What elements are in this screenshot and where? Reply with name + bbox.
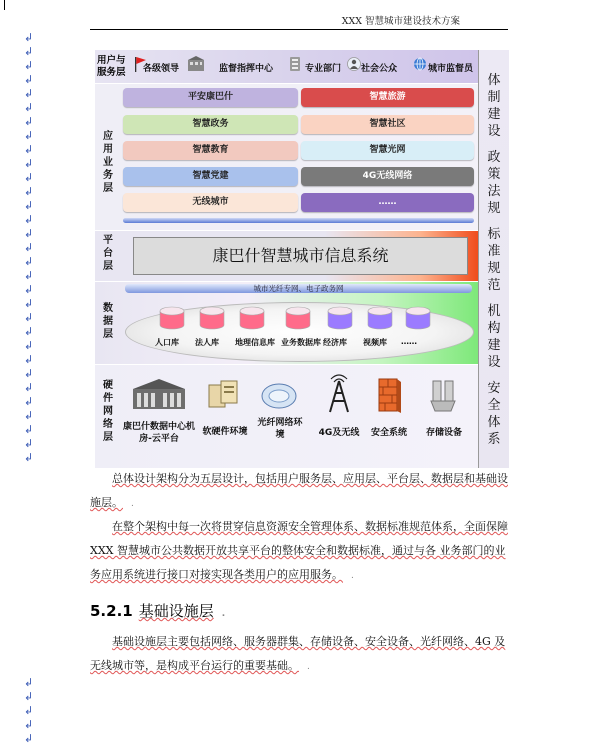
- paragraph-mark: ↲: [24, 676, 34, 689]
- hardware-layer-label: [95, 379, 121, 444]
- paragraph-mark: ↲: [24, 269, 34, 282]
- user-item: 城市监督员: [428, 64, 474, 74]
- paragraph-mark: ↲: [24, 171, 34, 184]
- people-icon: [347, 56, 361, 72]
- paragraph-mark: ↲: [24, 199, 34, 212]
- paragraph-mark: ↲: [24, 87, 34, 100]
- hardware-layer-label-text: 硬件网络层: [103, 380, 113, 443]
- paragraph-mark: ↲: [24, 45, 34, 58]
- database-label: 人口库: [155, 338, 179, 347]
- side-item-text: 体制建设: [487, 73, 501, 139]
- paragraph-mark: ↲: [24, 732, 34, 745]
- platform-layer-label-text: 平台层: [103, 235, 113, 272]
- app-button-right: 智慧光网: [301, 141, 474, 160]
- app-rail: [123, 218, 474, 223]
- paragraph-mark: ↲: [24, 241, 34, 254]
- app-button-right: 智慧旅游: [301, 88, 474, 107]
- building-icon: [187, 56, 205, 72]
- paragraph-mark: ↲: [24, 409, 34, 422]
- hw-label: 光纤网络环境: [257, 418, 303, 440]
- hw-label: 软硬件环境: [202, 427, 248, 437]
- paragraph-mark: ↲: [24, 395, 34, 408]
- app-button-left: 无线城市: [123, 193, 298, 212]
- paragraph-mark: ↲: [24, 31, 34, 44]
- paragraph-mark: ↲: [24, 437, 34, 450]
- page-header: [90, 12, 508, 30]
- paragraph-mark: ↲: [24, 297, 34, 310]
- paragraph-mark: ↲: [24, 115, 34, 128]
- database-icon: [367, 306, 393, 330]
- side-item-text: 标准规范: [487, 227, 501, 293]
- storage-icon: [429, 377, 457, 413]
- paragraph-mark: ↲: [24, 423, 34, 436]
- header-title: XXX 智慧城市建设技术方案: [341, 16, 460, 27]
- database-icon: [285, 306, 311, 330]
- side-item: [479, 149, 509, 217]
- side-item: [479, 72, 509, 140]
- database-label: 法人库: [195, 338, 219, 347]
- tower-icon: [324, 373, 354, 413]
- app-layer-label: [95, 130, 121, 195]
- fiber-network-icon: [260, 381, 298, 411]
- side-item: [479, 303, 509, 371]
- app-button-left: 平安康巴什: [123, 88, 298, 107]
- app-button-right: ……: [301, 193, 474, 212]
- database-label: 视频库: [363, 338, 387, 347]
- side-item-text: 机构建设: [487, 304, 501, 370]
- side-item: [479, 226, 509, 294]
- database-icon: [159, 306, 185, 330]
- section-title: 基础设施层: [138, 602, 214, 620]
- section-number: 5.2.1: [90, 602, 133, 620]
- paragraph-mark: ↲: [24, 185, 34, 198]
- platform-title: 康巴什智慧城市信息系统: [133, 237, 468, 275]
- paragraph-mark: ↲: [24, 339, 34, 352]
- app-button-right: 4G无线网络: [301, 167, 474, 186]
- data-layer-label: [95, 302, 121, 341]
- side-item-text: 政策法规: [487, 150, 501, 216]
- hardware-layer: [95, 365, 478, 468]
- platform-layer-label: [95, 234, 121, 273]
- paragraph-mark: ↲: [24, 129, 34, 142]
- hw-label: 4G及无线: [318, 428, 360, 438]
- paragraph-2: 在整个架构中每一次将贯穿信息资源安全管理体系、数据标准规范体系，全面保障 XXX 智慧城市公共数据开放共享平台的整体安全和数据标准，通过与各 业务部门的业务应用系统进行接口对接实现各类用户的应用服务。 .: [90, 520, 508, 581]
- network-bar: 城市光纤专网、电子政务网: [125, 284, 472, 293]
- paragraph-3: 基础设施层主要包括网络、服务器群集、存储设备、安全设备、光纤网络、4G 及无线城市等，是构成平台运行的重要基础。 .: [90, 635, 506, 672]
- paragraph-2-text: 在整个架构中每一次将贯穿信息资源安全管理体系、数据标准规范体系，全面保障 XXX 智慧城市公共数据开放共享平台的整体安全和数据标准，通过与各 业务部门的业务应用系统进行接口对接实现各类用户的应用服务。: [90, 520, 508, 581]
- application-layer: [95, 84, 478, 230]
- datacenter-icon: [131, 377, 187, 411]
- paragraph-mark: ↲: [24, 367, 34, 380]
- user-item: 各级领导: [143, 64, 180, 74]
- paragraph-mark: ↲: [24, 255, 34, 268]
- database-label: 地理信息库: [235, 338, 275, 347]
- paragraph-mark: ↲: [24, 381, 34, 394]
- user-layer-label: 用户与服务层: [97, 55, 126, 78]
- data-layer: [95, 282, 478, 364]
- platform-layer: [95, 231, 478, 281]
- database-label: 业务数据库: [281, 338, 321, 347]
- database-icon: [199, 306, 225, 330]
- hw-label: 康巴什数据中心机房-云平台: [123, 422, 196, 444]
- hardware-boxes-icon: [205, 377, 241, 411]
- firewall-icon: [377, 377, 403, 413]
- paragraph-1: 总体设计架构分为五层设计，包括用户服务层、应用层、平台层、数据层和基础设施层。 .: [90, 472, 508, 509]
- side-item-text: 安全体系: [487, 381, 501, 447]
- paragraph-mark: ↲: [24, 143, 34, 156]
- database-label: 经济库: [323, 338, 347, 347]
- app-layer-label-text: 应用业务层: [103, 131, 113, 194]
- paragraph-mark: ↲: [24, 157, 34, 170]
- app-button-left: 智慧政务: [123, 115, 298, 134]
- paragraph-mark: ↲: [24, 311, 34, 324]
- paragraph-mark: ↲: [24, 227, 34, 240]
- hw-label: 存储设备: [425, 428, 462, 438]
- paragraph-mark: ↲: [24, 353, 34, 366]
- section-heading: 5.2.1 基础设施层 .: [90, 602, 226, 620]
- server-icon: [288, 56, 302, 72]
- paragraph-mark: ↲: [24, 325, 34, 338]
- side-system-column: [478, 50, 509, 468]
- paragraph-mark: ↲: [24, 59, 34, 72]
- database-icon: [327, 306, 353, 330]
- user-item: 社会公众: [361, 64, 398, 74]
- app-button-left: 智慧教育: [123, 141, 298, 160]
- database-icon: [239, 306, 265, 330]
- paragraph-mark: ↲: [24, 73, 34, 86]
- app-button-right: 智慧社区: [301, 115, 474, 134]
- data-layer-label-text: 数据层: [103, 303, 113, 340]
- paragraph-mark: ↲: [24, 283, 34, 296]
- user-item: 专业部门: [305, 64, 342, 74]
- paragraph-mark: ↲: [24, 718, 34, 731]
- database-label: ……: [401, 337, 417, 346]
- hw-label: 安全系统: [370, 428, 407, 438]
- paragraph-1-text: 总体设计架构分为五层设计，包括用户服务层、应用层、平台层、数据层和基础设施层。: [90, 472, 508, 509]
- database-icon: [405, 306, 431, 330]
- architecture-diagram: [95, 50, 508, 468]
- paragraph-mark: ↲: [24, 101, 34, 114]
- paragraph-3-text: 基础设施层主要包括网络、服务器群集、存储设备、安全设备、光纤网络、4G 及无线城市等，是构成平台运行的重要基础。: [90, 635, 506, 672]
- paragraph-mark: ↲: [24, 704, 34, 717]
- side-item: [479, 380, 509, 448]
- paragraph-mark: ↲: [24, 213, 34, 226]
- paragraph-mark: ↲: [24, 451, 34, 464]
- paragraph-mark: ↲: [24, 690, 34, 703]
- app-button-left: 智慧党建: [123, 167, 298, 186]
- globe-icon: [413, 56, 427, 72]
- user-item: 监督指挥中心: [219, 64, 274, 74]
- user-service-layer: [95, 50, 478, 83]
- cursor-line: [4, 0, 5, 10]
